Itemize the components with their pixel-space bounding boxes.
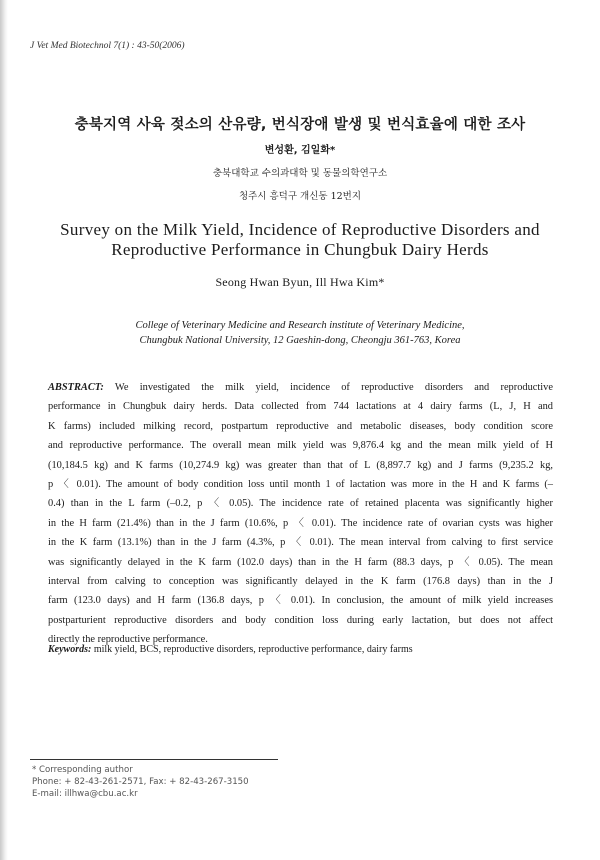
abstract-label: ABSTRACT:: [48, 382, 104, 393]
corresponding-author-note: * Corresponding author: [32, 765, 133, 775]
keywords: [48, 644, 553, 655]
abstract-line: postparturient reproductive disorders and body condition loss during early lactation, but does not affect: [48, 614, 553, 626]
keywords-label: Keywords:: [48, 644, 92, 655]
affiliation-line: College of Veterinary Medicine and Research institute of Veterinary Medicine,: [135, 320, 465, 331]
abstract-line: and reproductive performance. The overall mean milk yield was 9,876.4 kg and the mean milk yield of H: [48, 440, 553, 452]
english-title: [0, 220, 600, 260]
footnote-divider: [30, 759, 278, 760]
abstract: [48, 378, 553, 649]
korean-address: 청주시 흥덕구 개신동 12번지: [238, 191, 362, 202]
english-title-line: Survey on the Milk Yield, Incidence of Reproductive Disorders and: [60, 220, 540, 239]
abstract-line: was significantly delayed in the K farm (102.0 days) than in the H farm (88.3 days, p 〈 0.05). The mean: [48, 556, 553, 568]
abstract-line: farm (123.0 days) and H farm (136.8 days, p 〈 0.01). In conclusion, the amount of milk yield increases: [48, 595, 553, 607]
footnote: [32, 764, 249, 800]
abstract-line: in the K farm (13.1%) than in the J farm (4.3%, p 〈 0.01). The mean interval from calving to first service: [48, 537, 553, 549]
abstract-line: interval from calving to conception was significantly delayed in the K farm (176.8 days) than in the J: [48, 575, 553, 587]
abstract-line: 0.4) than in the L farm (–0.2, p 〈 0.05). The incidence rate of retained placenta was significantly higher: [48, 498, 553, 510]
abstract-line: (10,184.5 kg) and K farms (10,274.9 kg) was greater than that of L (8,897.7 kg) and J farms (9,235.2 kg,: [48, 459, 553, 471]
phone-fax: Phone: + 82-43-261-2571, Fax: + 82-43-267-3150: [32, 777, 249, 787]
abstract-line: [48, 378, 553, 397]
abstract-line: in the H farm (21.4%) than in the J farm (10.6%, p 〈 0.01). The incidence rate of ovarian cysts was higher: [48, 517, 553, 529]
affiliation-line: Chungbuk National University, 12 Gaeshin-dong, Cheongju 361-763, Korea: [139, 335, 461, 346]
email: E-mail: illhwa@cbu.ac.kr: [32, 789, 138, 799]
journal-reference: J Vet Med Biotechnol 7(1) : 43-50(2006): [30, 41, 185, 51]
english-title-line: Reproductive Performance in Chungbuk Dairy Herds: [111, 240, 489, 259]
english-affiliation: [0, 318, 600, 348]
abstract-line: p 〈 0.01). The amount of body condition loss until month 1 of lactation was more in the H and K farms (–: [48, 478, 553, 490]
korean-title: 충북지역 사육 젖소의 산유량, 번식장애 발생 및 번식효율에 대한 조사: [74, 117, 526, 133]
abstract-first-line: We investigated the milk yield, incidence of reproductive disorders and reproductive: [103, 382, 553, 393]
abstract-line: directly the reproductive performance.: [48, 634, 208, 646]
abstract-line: performance in Chungbuk dairy herds. Data collected from 744 lactations at 4 dairy farms (L, J, H and: [48, 401, 553, 413]
korean-authors: 변성환, 김일화*: [264, 145, 336, 156]
english-authors: Seong Hwan Byun, Ill Hwa Kim*: [215, 275, 385, 289]
korean-affiliation: 충북대학교 수의과대학 및 동물의학연구소: [212, 168, 388, 179]
keywords-text: milk yield, BCS, reproductive disorders, reproductive performance, dairy farms: [91, 644, 413, 655]
abstract-line: K farms) included milking record, postpartum reproductive and metabolic diseases, body condition score: [48, 420, 553, 432]
